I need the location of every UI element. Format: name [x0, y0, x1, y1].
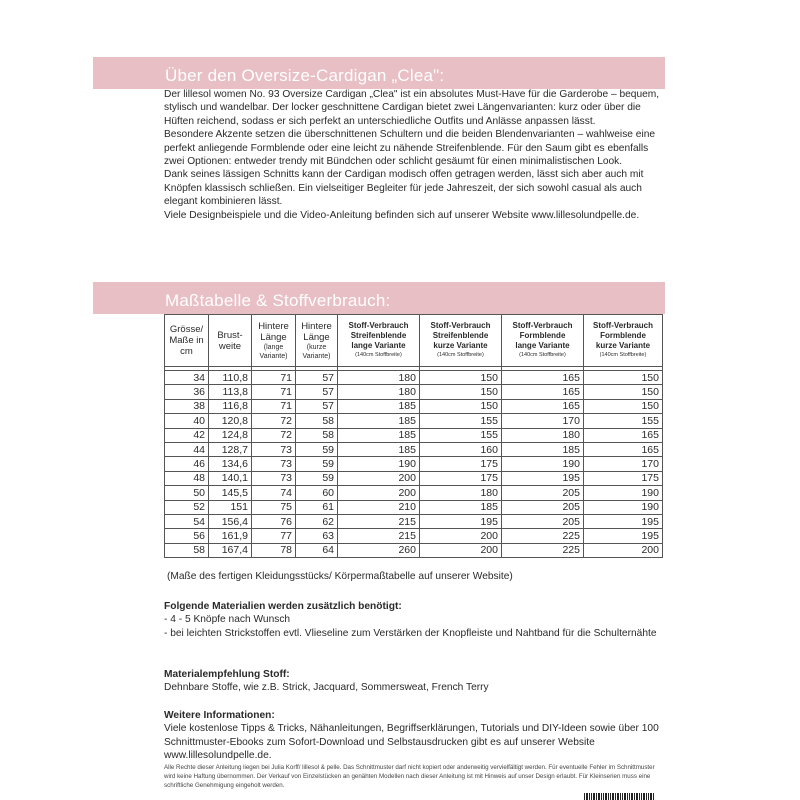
size-table-row — [165, 457, 663, 471]
size-table-cell: 175 — [584, 471, 663, 485]
size-table-row — [165, 543, 663, 557]
size-table-row — [165, 414, 663, 428]
intro-paragraph: Viele Designbeispiele und die Video-Anleitung befinden sich auf unserer Website www.lillesolundpelle.de. — [164, 209, 640, 221]
size-table-cell: 160 — [420, 442, 502, 456]
materials-heading: Folgende Materialien werden zusätzlich benötigt: — [164, 601, 402, 612]
size-table-cell: 58 — [296, 428, 338, 442]
size-table-cell: 60 — [296, 486, 338, 500]
size-table-cell: 59 — [296, 471, 338, 485]
size-table-cell: 170 — [584, 457, 663, 471]
size-table-cell: 150 — [420, 399, 502, 413]
size-table-cell: 195 — [584, 514, 663, 528]
size-table-cell: 180 — [502, 428, 584, 442]
size-table-cell: 50 — [165, 486, 209, 500]
size-table-cell: 58 — [296, 414, 338, 428]
size-table-cell: 205 — [502, 500, 584, 514]
legal-notice: Alle Rechte dieser Anleitung liegen bei Julia Korff/ lillesol & pelle. Das Schnittmuster darf nicht kopiert oder anderweitig vervielfältigt werden. Für eventuelle Fehler im Schnittmuster wird keine Haftung übernommen. Der Verkauf von Einzelstücken an genähten Modellen nach dieser Anleitung ist mit Hinweis auf unser Design erlaubt. Für Kleinserien muss eine schriftliche Genehmigung eingeholt werden. — [164, 764, 655, 789]
size-table-cell: 200 — [420, 529, 502, 543]
size-table-cell: 54 — [165, 514, 209, 528]
size-table-cell: 62 — [296, 514, 338, 528]
size-table-cell: 73 — [252, 442, 296, 456]
size-table-cell: 205 — [502, 486, 584, 500]
size-table-cell: 58 — [165, 543, 209, 557]
size-table-cell: 185 — [338, 442, 420, 456]
size-table-heading: Maßtabelle & Stoffverbrauch: — [165, 291, 391, 310]
size-table-cell: 215 — [338, 529, 420, 543]
size-table-cell: 260 — [338, 543, 420, 557]
size-table-cell: 185 — [338, 414, 420, 428]
size-table-cell: 150 — [584, 399, 663, 413]
size-table-cell: 200 — [420, 543, 502, 557]
size-table-cell: 165 — [502, 399, 584, 413]
size-table-cell: 150 — [420, 371, 502, 385]
size-table-cell: 175 — [420, 457, 502, 471]
size-table-cell: 63 — [296, 529, 338, 543]
size-table-cell: 200 — [584, 543, 663, 557]
size-table-cell: 180 — [338, 371, 420, 385]
size-table-row — [165, 428, 663, 442]
size-table-cell: 200 — [338, 471, 420, 485]
intro-heading-band — [93, 57, 665, 89]
size-table-cell: 190 — [584, 486, 663, 500]
size-table-cell: 34 — [165, 371, 209, 385]
size-table-note: (Maße des fertigen Kleidungsstücks/ Körpermaßtabelle auf unserer Website) — [167, 571, 513, 582]
size-table-row — [165, 514, 663, 528]
size-table-body — [165, 367, 663, 558]
size-table-row — [165, 486, 663, 500]
size-table-cell: 225 — [502, 529, 584, 543]
size-table-column-header: Grösse/ Maße in cm — [165, 315, 209, 367]
size-table-cell: 110,8 — [209, 371, 252, 385]
size-table-cell: 76 — [252, 514, 296, 528]
size-table-cell: 52 — [165, 500, 209, 514]
size-table-cell: 185 — [338, 399, 420, 413]
info-heading: Weitere Informationen: — [164, 710, 275, 721]
info-text: Viele kostenlose Tipps & Tricks, Nähanleitungen, Begriffserklärungen, Tutorials und DIY-Ideen sowie über 100 Schnittmuster-Ebooks zum Sofort-Download und Selbstausdrucken gibt es auf unserer Website www.lillesolundpelle.de. — [164, 723, 659, 762]
size-table-cell: 165 — [584, 428, 663, 442]
size-table-cell: 190 — [338, 457, 420, 471]
size-table-cell: 73 — [252, 471, 296, 485]
size-table-cell: 161,9 — [209, 529, 252, 543]
size-table-cell: 150 — [420, 385, 502, 399]
size-table-cell: 71 — [252, 399, 296, 413]
size-table-cell: 185 — [502, 442, 584, 456]
size-table-cell: 57 — [296, 385, 338, 399]
size-table-cell: 36 — [165, 385, 209, 399]
size-table-row — [165, 371, 663, 385]
size-table-cell: 155 — [420, 428, 502, 442]
size-table-column-header: Stoff-Verbrauch Streifenblende kurze Variante (140cm Stoffbreite) — [420, 315, 502, 367]
size-table-column-header: Stoff-Verbrauch Formblende kurze Variante (140cm Stoffbreite) — [584, 315, 663, 367]
size-table-cell: 195 — [584, 529, 663, 543]
size-table-cell: 215 — [338, 514, 420, 528]
size-table-cell: 155 — [420, 414, 502, 428]
intro-text — [164, 88, 664, 222]
size-table-cell: 180 — [420, 486, 502, 500]
materials-item: - bei leichten Strickstoffen evtl. Vlieseline zum Verstärken der Knopfleiste und Nahtband für die Schulternähte — [164, 627, 657, 639]
size-table-cell: 72 — [252, 428, 296, 442]
size-table-cell: 150 — [584, 385, 663, 399]
size-table-cell: 210 — [338, 500, 420, 514]
size-table-cell: 72 — [252, 414, 296, 428]
size-table-column-header: Hintere Länge (lange Variante) — [252, 315, 296, 367]
size-table-row — [165, 529, 663, 543]
size-table-cell: 134,6 — [209, 457, 252, 471]
info-section — [164, 709, 664, 763]
materials-item: - 4 - 5 Knöpfe nach Wunsch — [164, 614, 291, 626]
size-table-cell: 71 — [252, 385, 296, 399]
fabric-text: Dehnbare Stoffe, wie z.B. Strick, Jacquard, Sommersweat, French Terry — [164, 682, 489, 694]
materials-section — [164, 600, 664, 640]
size-table-cell: 57 — [296, 371, 338, 385]
size-table-cell: 128,7 — [209, 442, 252, 456]
size-table-cell: 61 — [296, 500, 338, 514]
size-table-cell: 124,8 — [209, 428, 252, 442]
intro-heading: Über den Oversize-Cardigan „Clea": — [165, 66, 445, 85]
size-table-cell: 56 — [165, 529, 209, 543]
size-table-cell: 205 — [502, 514, 584, 528]
size-table-cell: 165 — [502, 371, 584, 385]
size-table-cell: 140,1 — [209, 471, 252, 485]
size-table-cell: 200 — [338, 486, 420, 500]
size-table-cell: 180 — [338, 385, 420, 399]
size-table-cell: 151 — [209, 500, 252, 514]
size-table-cell: 42 — [165, 428, 209, 442]
size-table-cell: 155 — [584, 414, 663, 428]
size-table-cell: 150 — [584, 371, 663, 385]
barcode-graphic — [584, 793, 654, 800]
size-table-cell: 165 — [584, 442, 663, 456]
size-table-column-header: Hintere Länge (kurze Variante) — [296, 315, 338, 367]
intro-paragraph: Dank seines lässigen Schnitts kann der Cardigan modisch offen getragen werden, lässt sich aber auch mit Knöpfen klassisch schließen. Ein vielseitiger Begleiter für jede Jahreszeit, der sich sowohl casual als auch elegant kombinieren lässt. — [164, 169, 644, 208]
size-table-cell: 48 — [165, 471, 209, 485]
size-table-cell: 175 — [420, 471, 502, 485]
size-table-column-header: Stoff-Verbrauch Streifenblende lange Variante (140cm Stoffbreite) — [338, 315, 420, 367]
size-table-cell: 59 — [296, 457, 338, 471]
size-table-cell: 195 — [420, 514, 502, 528]
size-table-cell: 170 — [502, 414, 584, 428]
size-table — [164, 314, 663, 558]
size-table-cell: 165 — [502, 385, 584, 399]
size-table-cell: 59 — [296, 442, 338, 456]
size-table-cell: 64 — [296, 543, 338, 557]
size-table-cell: 73 — [252, 457, 296, 471]
size-table-cell: 57 — [296, 399, 338, 413]
size-table-cell: 185 — [420, 500, 502, 514]
size-table-row — [165, 471, 663, 485]
size-table-cell: 75 — [252, 500, 296, 514]
size-table-cell: 190 — [502, 457, 584, 471]
size-table-cell: 156,4 — [209, 514, 252, 528]
size-table-header-row — [165, 315, 663, 367]
size-table-column-header: Stoff-Verbrauch Formblende lange Variante (140cm Stoffbreite) — [502, 315, 584, 367]
size-table-row — [165, 500, 663, 514]
size-table-heading-band — [93, 282, 665, 314]
size-table-cell: 38 — [165, 399, 209, 413]
size-table-cell: 74 — [252, 486, 296, 500]
size-table-cell: 46 — [165, 457, 209, 471]
size-table-row — [165, 399, 663, 413]
size-table-cell: 167,4 — [209, 543, 252, 557]
size-table-cell: 145,5 — [209, 486, 252, 500]
size-table-cell: 71 — [252, 371, 296, 385]
size-table-row — [165, 442, 663, 456]
size-table-cell: 225 — [502, 543, 584, 557]
size-table-cell: 40 — [165, 414, 209, 428]
fabric-section — [164, 668, 664, 695]
size-table-cell: 78 — [252, 543, 296, 557]
size-table-cell: 77 — [252, 529, 296, 543]
size-table-cell: 120,8 — [209, 414, 252, 428]
size-table-cell: 116,8 — [209, 399, 252, 413]
size-table-cell: 185 — [338, 428, 420, 442]
intro-paragraph: Der lillesol women No. 93 Oversize Cardigan „Clea" ist ein absolutes Must-Have für die Garderobe – bequem, stylisch und wandelbar. Der locker geschnittene Cardigan bietet zwei Längenvarianten: kurz oder über die Hüften reichend, sodass er sich perfekt an unterschiedliche Outfits und Anlässe anpassen lässt. — [164, 89, 660, 127]
size-table-cell: 195 — [502, 471, 584, 485]
fabric-heading: Materialempfehlung Stoff: — [164, 669, 290, 680]
size-table-cell: 190 — [584, 500, 663, 514]
size-table-cell: 44 — [165, 442, 209, 456]
size-table-row — [165, 385, 663, 399]
intro-paragraph: Besondere Akzente setzen die überschnittenen Schultern und die beiden Blendenvarianten – wahlweise eine perfekt anliegende Formblende oder eine leicht zu nähende Streifenblende. Für den Saum gibt es ebenfalls zwei Optionen: entweder trendy mit Bündchen oder schlicht gesäumt für einen minimalistischen Look. — [164, 129, 656, 168]
size-table-cell: 113,8 — [209, 385, 252, 399]
size-table-column-header: Brust- weite — [209, 315, 252, 367]
